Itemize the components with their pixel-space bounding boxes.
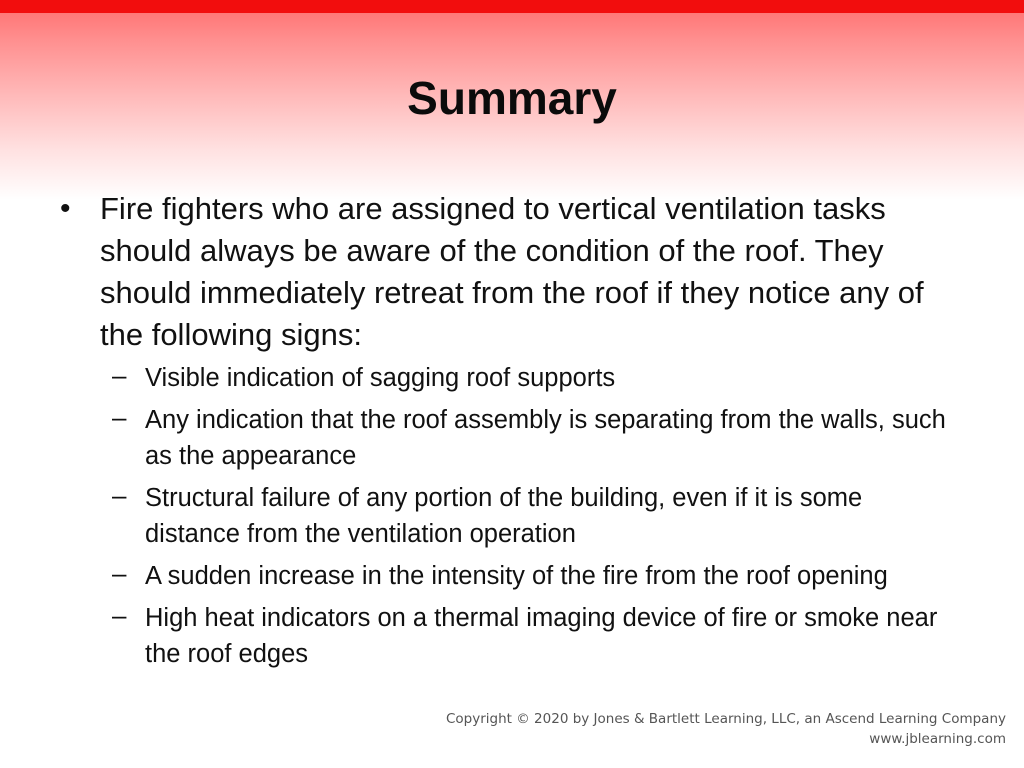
- sub-bullet-text: A sudden increase in the intensity of the fire from the roof opening: [145, 562, 888, 590]
- main-bullet: [60, 188, 960, 356]
- sub-bullet-item: [110, 480, 960, 552]
- slide-title: Summary: [407, 72, 617, 124]
- bullet-marker: •: [60, 192, 71, 225]
- sub-bullet-list: [60, 360, 960, 672]
- dash-marker: –: [112, 480, 127, 510]
- top-accent-bar: [0, 0, 1024, 13]
- sub-bullet-item: [110, 558, 960, 594]
- sub-bullet-text: Structural failure of any portion of the building, even if it is some distance from the ventilation operation: [145, 484, 863, 548]
- copyright-text: Copyright © 2020 by Jones & Bartlett Learning, LLC, an Ascend Learning Company: [446, 711, 1006, 727]
- sub-bullet-text: Any indication that the roof assembly is separating from the walls, such as the appearance: [145, 406, 946, 470]
- dash-marker: –: [112, 600, 127, 630]
- main-bullet-text: Fire fighters who are assigned to vertical ventilation tasks should always be aware of the condition of the roof. They should immediately retreat from the roof if they notice any of the following signs:: [100, 191, 924, 352]
- copyright-footer: [446, 709, 1006, 749]
- sub-bullet-item: [110, 600, 960, 672]
- slide-content: [60, 188, 960, 678]
- website-link[interactable]: www.jblearning.com: [869, 731, 1006, 747]
- dash-marker: –: [112, 360, 127, 390]
- sub-bullet-item: [110, 402, 960, 474]
- sub-bullet-item: [110, 360, 960, 396]
- sub-bullet-text: Visible indication of sagging roof supports: [145, 364, 616, 392]
- dash-marker: –: [112, 402, 127, 432]
- sub-bullet-text: High heat indicators on a thermal imaging device of fire or smoke near the roof edges: [145, 604, 938, 668]
- dash-marker: –: [112, 558, 127, 588]
